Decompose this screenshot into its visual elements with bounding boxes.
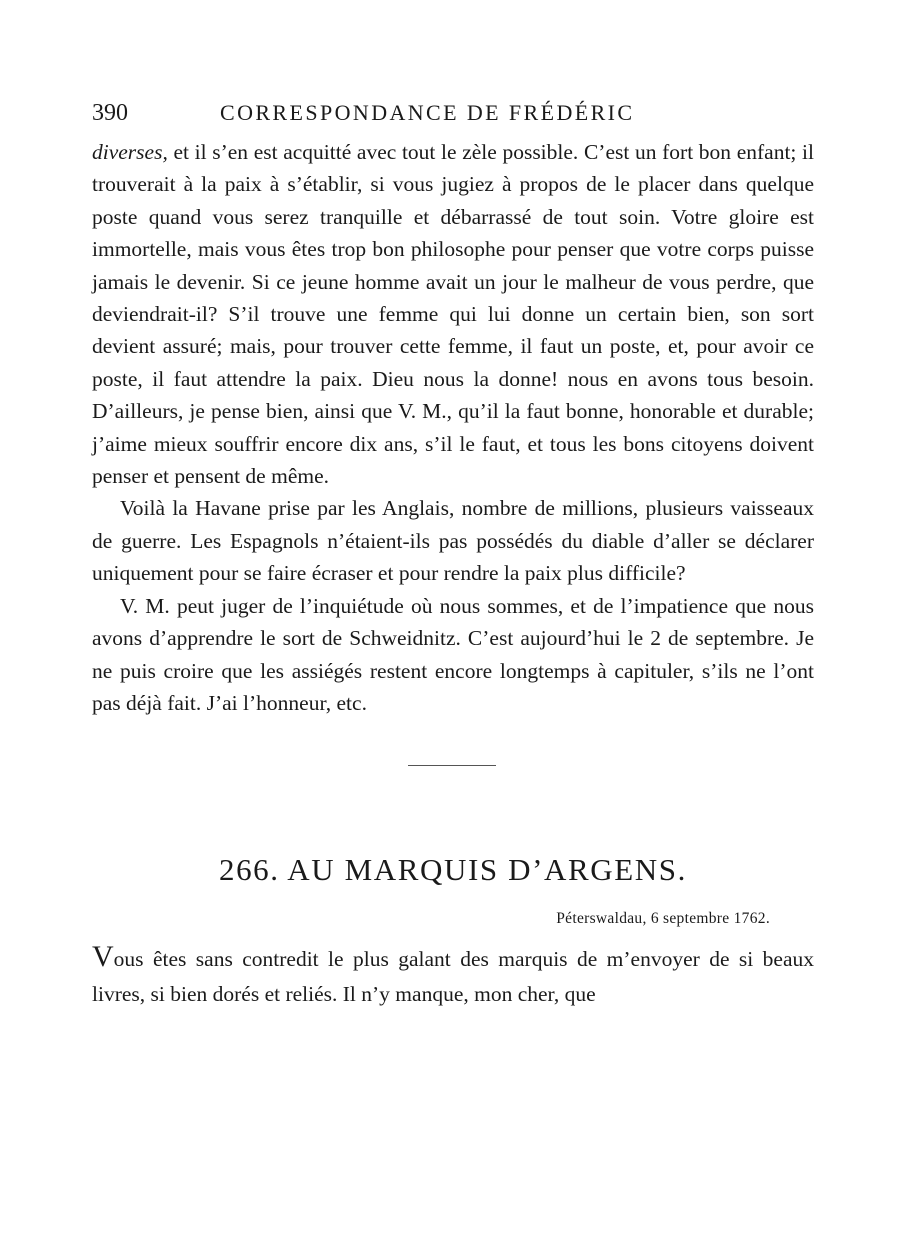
italic-word: diverses, [92, 140, 168, 164]
running-title: CORRESPONDANCE DE FRÉDÉRIC [220, 100, 635, 125]
document-page [92, 96, 814, 1034]
paragraph-havane: Voilà la Havane prise par les Anglais, nombre de millions, plusieurs vaisseaux de guerre. Les Espagnols n’étaient-ils pas possédés du diable d’aller se déclarer uniquement pour se faire écraser et pour rendre la paix plus difficile? [92, 496, 814, 586]
letter-opening-paragraph [92, 942, 814, 1012]
letter-heading: 266. AU MARQUIS D’ARGENS. [218, 852, 687, 888]
page-number: 390 [92, 100, 128, 126]
previous-letter-text [92, 136, 814, 719]
drop-cap: V [92, 940, 114, 974]
section-separator [408, 765, 496, 766]
letter-dateline: Péterswaldau, 6 septembre 1762. [556, 910, 770, 928]
letter-opening-text: ous êtes sans contredit le plus galant des marquis de m’envoyer de si beaux livres, si bien dorés et reliés. Il n’y manque, mon cher, que [92, 947, 814, 1007]
paragraph-text: et il s’en est acquitté avec tout le zèle possible. C’est un fort bon enfant; il trouverait à la paix à s’établir, si vous jugiez à propos de le placer dans quelque poste quand vous serez tranquille et débarrassé de tout soin. Votre gloire est immortelle, mais vous êtes trop bon philosophe pour penser que votre corps puisse jamais le devenir. Si ce jeune homme avait un jour le malheur de vous perdre, que deviendrait-il? S’il trouve une femme qui lui donne un certain bien, son sort devient assuré; mais, pour trouver cette femme, il faut un poste, et, pour avoir ce poste, il faut attendre la paix. Dieu nous la donne! nous en avons tous besoin. D’ailleurs, je pense bien, ainsi que V. M., qu’il la faut bonne, honorable et durable; j’aime mieux souffrir encore dix ans, s’il le faut, et tous les bons citoyens doivent penser et pensent de même. [92, 140, 814, 489]
paragraph-continuation [92, 136, 814, 492]
running-header [92, 96, 814, 136]
paragraph-schweidnitz: V. M. peut juger de l’inquiétude où nous sommes, et de l’impatience que nous avons d’apprendre le sort de Schweidnitz. C’est aujourd’hui le 2 de septembre. Je ne puis croire que les assiégés restent encore longtemps à capituler, s’ils ne l’ont pas déjà fait. J’ai l’honneur, etc. [92, 593, 814, 715]
